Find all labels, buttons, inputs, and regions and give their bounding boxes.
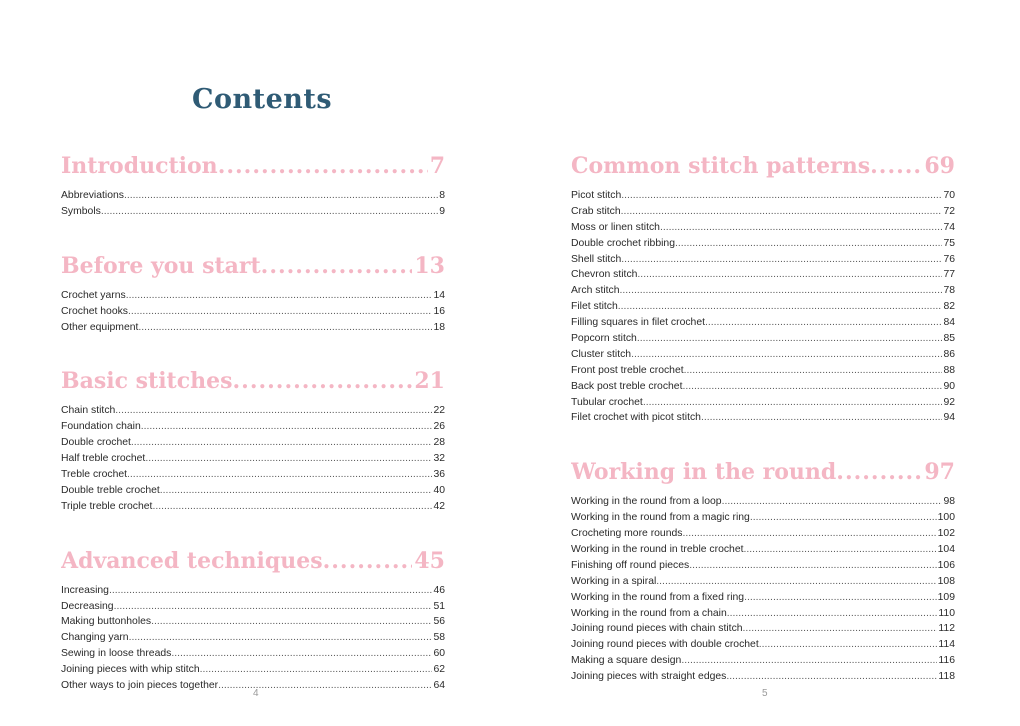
- toc-entry[interactable]: [571, 188, 955, 204]
- toc-section: [571, 150, 955, 426]
- entry-page-number: 102: [937, 528, 955, 540]
- dot-leader: [152, 499, 432, 515]
- dot-leader: [660, 220, 943, 236]
- dot-leader: [722, 494, 943, 510]
- dot-leader: [631, 347, 942, 363]
- page-number-right: 5: [762, 688, 768, 699]
- entry-label: Crochet hooks: [61, 305, 128, 317]
- toc-entry[interactable]: [61, 288, 445, 304]
- toc-entry[interactable]: [61, 483, 445, 499]
- dot-leader: [682, 526, 936, 542]
- toc-entry[interactable]: [571, 494, 955, 510]
- dot-leader: [115, 403, 432, 419]
- entry-label: Other equipment: [61, 321, 139, 333]
- entry-label: Filet crochet with picot stitch: [571, 412, 701, 424]
- toc-entry[interactable]: [571, 574, 955, 590]
- entry-page-number: 100: [937, 512, 955, 524]
- section-heading[interactable]: [571, 150, 955, 182]
- dot-leader: [114, 599, 433, 615]
- toc-entry[interactable]: [571, 267, 955, 283]
- entry-page-number: 58: [433, 632, 445, 644]
- entry-list: [571, 188, 955, 426]
- entry-label: Joining round pieces with chain stitch: [571, 623, 743, 635]
- dot-leader: [141, 419, 433, 435]
- dot-leader: [656, 574, 936, 590]
- entry-label: Symbols: [61, 205, 101, 217]
- toc-section: [571, 456, 955, 685]
- entry-page-number: 8: [439, 190, 445, 201]
- entry-list: [61, 583, 445, 694]
- dot-leader: [682, 379, 942, 395]
- entry-label: Double treble crochet: [61, 484, 160, 496]
- dot-leader: [109, 583, 432, 599]
- section-page-number: 21: [414, 368, 445, 395]
- toc-entry[interactable]: [571, 331, 955, 347]
- entry-label: Sewing in loose threads: [61, 648, 172, 660]
- toc-entry[interactable]: [571, 220, 955, 236]
- entry-page-number: 108: [937, 575, 955, 587]
- entry-page-number: 64: [433, 680, 445, 692]
- entry-page-number: 110: [938, 607, 955, 619]
- entry-page-number: 28: [433, 437, 445, 449]
- toc-left-column: [61, 150, 445, 694]
- entry-label: Working in the round from a loop: [571, 496, 722, 508]
- entry-label: Double crochet: [61, 437, 131, 449]
- entry-label: Working in a spiral: [571, 575, 657, 587]
- toc-entry[interactable]: [571, 379, 955, 395]
- toc-entry[interactable]: [571, 395, 955, 411]
- section-heading[interactable]: [61, 365, 445, 397]
- entry-list: [61, 403, 445, 514]
- toc-entry[interactable]: [571, 606, 955, 622]
- page-number-left: 4: [253, 688, 259, 699]
- section-heading[interactable]: [571, 456, 955, 488]
- entry-page-number: 112: [938, 623, 955, 635]
- entry-label: Changing yarn: [61, 632, 129, 644]
- entry-page-number: 74: [943, 221, 955, 233]
- dot-leader: [621, 204, 943, 220]
- dot-leader: [744, 590, 937, 606]
- toc-entry[interactable]: [571, 653, 955, 669]
- entry-label: Making buttonholes: [61, 616, 152, 628]
- toc-entry[interactable]: [61, 451, 445, 467]
- entry-label: Working in the round in treble crochet: [571, 544, 744, 556]
- entry-page-number: 85: [943, 333, 955, 345]
- section-page-number: 97: [924, 459, 955, 486]
- dot-leader: [218, 678, 432, 694]
- entry-label: Working in the round from a magic ring: [571, 512, 750, 524]
- toc-entry[interactable]: [61, 188, 445, 204]
- dot-leader: [727, 606, 938, 622]
- entry-label: Arch stitch: [571, 285, 620, 297]
- entry-page-number: 75: [943, 237, 955, 249]
- dot-leader: [743, 621, 938, 637]
- entry-page-number: 9: [439, 205, 445, 217]
- entry-page-number: 98: [943, 496, 955, 508]
- dot-leader: [870, 150, 922, 182]
- section-heading[interactable]: [61, 545, 445, 577]
- toc-entry[interactable]: [571, 637, 955, 653]
- entry-label: Chain stitch: [61, 405, 116, 417]
- section-heading-label: Introduction: [61, 153, 218, 179]
- section-heading-label: Working in the round: [571, 459, 837, 486]
- toc-entry[interactable]: [61, 467, 445, 483]
- entry-label: Popcorn stitch: [571, 333, 637, 345]
- section-page-number: 69: [924, 153, 955, 179]
- entry-label: Joining pieces with whip stitch: [61, 664, 200, 676]
- toc-entry[interactable]: [571, 669, 955, 685]
- toc-entry[interactable]: [571, 236, 955, 252]
- section-heading-label: Basic stitches: [61, 368, 233, 395]
- dot-leader: [621, 188, 942, 204]
- entry-page-number: 114: [938, 639, 955, 651]
- entry-page-number: 86: [943, 348, 955, 360]
- entry-page-number: 32: [433, 453, 445, 465]
- entry-page-number: 76: [943, 253, 955, 265]
- dot-leader: [681, 653, 937, 669]
- toc-entry[interactable]: [61, 304, 445, 320]
- entry-page-number: 60: [433, 648, 445, 660]
- dot-leader: [726, 669, 937, 685]
- dot-leader: [131, 435, 433, 451]
- entry-label: Making a square design: [571, 655, 682, 667]
- entry-label: Finishing off round pieces: [571, 559, 690, 571]
- entry-page-number: 109: [937, 591, 955, 603]
- entry-page-number: 62: [433, 664, 445, 676]
- entry-label: Moss or linen stitch: [571, 221, 660, 233]
- toc-entry[interactable]: [571, 510, 955, 526]
- entry-page-number: 14: [433, 289, 445, 301]
- toc-entry[interactable]: [61, 435, 445, 451]
- dot-leader: [145, 451, 432, 467]
- section-page-number: 13: [414, 252, 445, 279]
- toc-section: [61, 545, 445, 694]
- entry-label: Foundation chain: [61, 421, 141, 433]
- dot-leader: [705, 315, 942, 331]
- entry-label: Half treble crochet: [61, 453, 146, 465]
- entry-label: Decreasing: [61, 600, 114, 612]
- entry-label: Tubular crochet: [571, 396, 643, 408]
- dot-leader: [618, 299, 943, 315]
- toc-entry[interactable]: [571, 204, 955, 220]
- toc-entry[interactable]: [61, 662, 445, 678]
- section-heading-label: Before you start: [61, 252, 261, 279]
- toc-entry[interactable]: [571, 590, 955, 606]
- dot-leader: [200, 662, 433, 678]
- entry-page-number: 84: [943, 317, 955, 329]
- toc-entry[interactable]: [61, 499, 445, 515]
- entry-label: Working in the round from a fixed ring: [571, 591, 745, 603]
- entry-label: Increasing: [61, 584, 109, 596]
- section-page-number: 45: [414, 547, 445, 574]
- entry-page-number: 42: [433, 500, 445, 512]
- entry-label: Chevron stitch: [571, 269, 638, 281]
- toc-entry[interactable]: [61, 320, 445, 336]
- section-heading[interactable]: [61, 250, 445, 282]
- dot-leader: [744, 542, 937, 558]
- toc-entry[interactable]: [571, 621, 955, 637]
- toc-entry[interactable]: [571, 299, 955, 315]
- dot-leader: [171, 646, 432, 662]
- toc-entry[interactable]: [61, 419, 445, 435]
- dot-leader: [128, 304, 432, 320]
- entry-label: Shell stitch: [571, 253, 622, 265]
- dot-leader: [129, 630, 433, 646]
- entry-label: Front post treble crochet: [571, 364, 684, 376]
- entry-page-number: 92: [943, 396, 955, 408]
- entry-page-number: 56: [433, 616, 445, 628]
- dot-leader: [675, 236, 942, 252]
- entry-page-number: 18: [433, 321, 445, 333]
- entry-page-number: 78: [943, 285, 955, 297]
- entry-page-number: 70: [943, 190, 955, 201]
- entry-page-number: 46: [433, 584, 445, 596]
- entry-page-number: 116: [938, 655, 955, 667]
- section-heading-label: Advanced techniques: [61, 547, 323, 574]
- dot-leader: [126, 288, 433, 304]
- entry-label: Crochet yarns: [61, 289, 126, 301]
- dot-leader: [643, 395, 943, 411]
- toc-right-column: [571, 150, 955, 685]
- toc-entry[interactable]: [571, 347, 955, 363]
- entry-page-number: 94: [943, 412, 955, 424]
- toc-entry[interactable]: [571, 526, 955, 542]
- dot-leader: [218, 150, 428, 182]
- dot-leader: [160, 483, 433, 499]
- dot-leader: [759, 637, 938, 653]
- dot-leader: [124, 188, 438, 204]
- toc-entry[interactable]: [61, 646, 445, 662]
- dot-leader: [127, 467, 432, 483]
- dot-leader: [684, 363, 943, 379]
- entry-label: Crab stitch: [571, 205, 621, 217]
- toc-entry[interactable]: [61, 599, 445, 615]
- entry-page-number: 51: [433, 600, 445, 612]
- dot-leader: [621, 252, 942, 268]
- toc-entry[interactable]: [571, 410, 955, 426]
- dot-leader: [233, 365, 413, 397]
- dot-leader: [323, 545, 413, 577]
- dot-leader: [750, 510, 937, 526]
- entry-label: Other ways to join pieces together: [61, 680, 219, 692]
- entry-page-number: 22: [433, 405, 445, 417]
- section-page-number: 7: [429, 153, 445, 179]
- toc-entry[interactable]: [61, 630, 445, 646]
- entry-list: [61, 188, 445, 220]
- entry-page-number: 88: [943, 364, 955, 376]
- entry-label: Working in the round from a chain: [571, 607, 727, 619]
- toc-entry[interactable]: [61, 583, 445, 599]
- toc-entry[interactable]: [571, 558, 955, 574]
- entry-page-number: 40: [433, 484, 445, 496]
- entry-page-number: 36: [433, 469, 445, 481]
- entry-page-number: 106: [937, 559, 955, 571]
- entry-label: Picot stitch: [571, 190, 622, 201]
- dot-leader: [151, 614, 432, 630]
- entry-label: Cluster stitch: [571, 348, 632, 360]
- dot-leader: [637, 267, 942, 283]
- toc-entry[interactable]: [571, 363, 955, 379]
- entry-page-number: 72: [943, 205, 955, 217]
- entry-page-number: 118: [938, 671, 955, 683]
- entry-label: Treble crochet: [61, 469, 128, 481]
- entry-page-number: 77: [943, 269, 955, 281]
- toc-section: [61, 365, 445, 514]
- section-heading-label: Common stitch patterns: [571, 153, 871, 179]
- toc-entry[interactable]: [61, 204, 445, 220]
- page-title: Contents: [192, 84, 333, 115]
- entry-page-number: 26: [433, 421, 445, 433]
- entry-label: Triple treble crochet: [61, 500, 153, 512]
- toc-entry[interactable]: [571, 283, 955, 299]
- dot-leader: [637, 331, 943, 347]
- toc-section: [61, 250, 445, 336]
- toc-entry[interactable]: [61, 614, 445, 630]
- toc-entry[interactable]: [571, 315, 955, 331]
- dot-leader: [138, 320, 432, 336]
- dot-leader: [620, 283, 943, 299]
- entry-label: Crocheting more rounds: [571, 528, 683, 540]
- entry-label: Double crochet ribbing: [571, 237, 675, 249]
- entry-label: Filet stitch: [571, 301, 618, 313]
- toc-entry[interactable]: [61, 403, 445, 419]
- dot-leader: [701, 410, 943, 426]
- dot-leader: [261, 250, 413, 282]
- entry-label: Joining pieces with straight edges: [571, 671, 727, 683]
- entry-page-number: 90: [943, 380, 955, 392]
- entry-label: Back post treble crochet: [571, 380, 683, 392]
- dot-leader: [836, 456, 922, 488]
- entry-label: Filling squares in filet crochet: [571, 317, 705, 329]
- entry-page-number: 104: [937, 544, 955, 556]
- section-heading[interactable]: [61, 150, 445, 182]
- toc-entry[interactable]: [571, 542, 955, 558]
- entry-label: Abbreviations: [61, 190, 124, 201]
- dot-leader: [689, 558, 936, 574]
- entry-page-number: 82: [943, 301, 955, 313]
- entry-label: Joining round pieces with double crochet: [571, 639, 759, 651]
- entry-page-number: 16: [433, 305, 445, 317]
- dot-leader: [101, 204, 438, 220]
- toc-entry[interactable]: [571, 252, 955, 268]
- entry-list: [571, 494, 955, 685]
- entry-list: [61, 288, 445, 336]
- toc-section: [61, 150, 445, 220]
